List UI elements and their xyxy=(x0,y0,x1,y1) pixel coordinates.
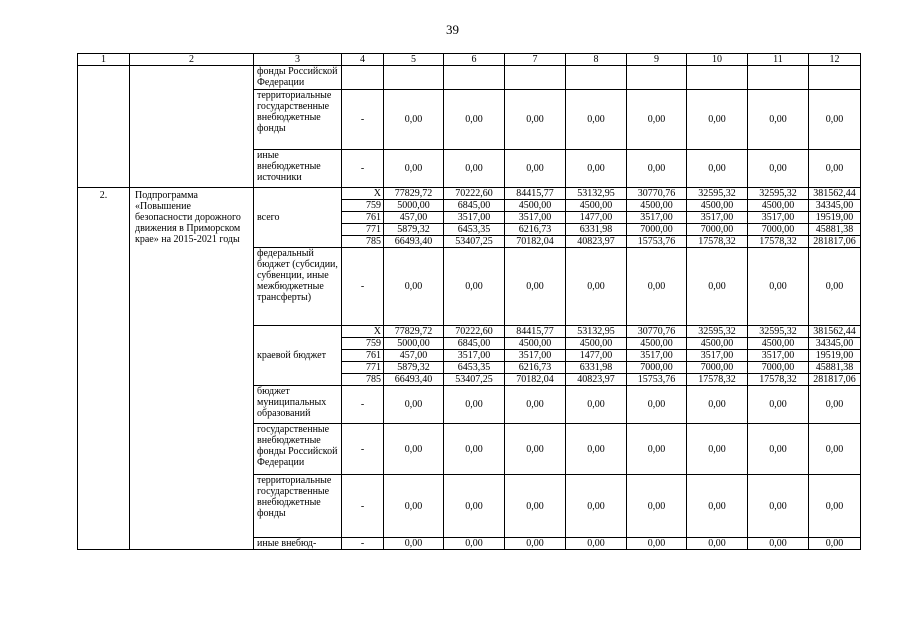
value-cell: 84415,77 xyxy=(505,326,566,338)
value-cell: 7000,00 xyxy=(748,362,809,374)
column-number: 12 xyxy=(809,54,861,66)
value-cell: 84415,77 xyxy=(505,188,566,200)
value-cell: 0,00 xyxy=(627,538,687,550)
budget-code-cell: 761 xyxy=(342,350,384,362)
value-cell: 0,00 xyxy=(384,150,444,188)
source-label: иные внебюд- xyxy=(254,538,342,550)
value-cell: 70182,04 xyxy=(505,236,566,248)
column-number: 6 xyxy=(444,54,505,66)
value-cell: 0,00 xyxy=(566,90,627,150)
value-cell: 53407,25 xyxy=(444,236,505,248)
value-cell: 7000,00 xyxy=(687,362,748,374)
budget-code-cell: X xyxy=(342,326,384,338)
empty-cell xyxy=(809,66,861,90)
value-cell: 0,00 xyxy=(566,424,627,475)
value-cell: 457,00 xyxy=(384,350,444,362)
value-cell: 7000,00 xyxy=(627,224,687,236)
value-cell: 0,00 xyxy=(566,475,627,538)
value-cell: 7000,00 xyxy=(687,224,748,236)
value-cell: 0,00 xyxy=(687,475,748,538)
value-cell: 19519,00 xyxy=(809,350,861,362)
budget-code-cell: 759 xyxy=(342,200,384,212)
value-cell: 3517,00 xyxy=(505,350,566,362)
value-cell: 3517,00 xyxy=(444,212,505,224)
value-cell: 0,00 xyxy=(748,386,809,424)
empty-cell xyxy=(748,66,809,90)
value-cell: 0,00 xyxy=(384,475,444,538)
value-cell: 0,00 xyxy=(687,150,748,188)
table-row xyxy=(78,188,861,200)
value-cell: 0,00 xyxy=(384,90,444,150)
value-cell: 4500,00 xyxy=(687,200,748,212)
empty-cell xyxy=(384,66,444,90)
value-cell: 30770,76 xyxy=(627,326,687,338)
value-cell: 17578,32 xyxy=(748,374,809,386)
regional-budget-label: краевой бюджет xyxy=(254,326,342,386)
budget-code-cell: 759 xyxy=(342,338,384,350)
value-cell: 0,00 xyxy=(627,424,687,475)
value-cell: 381562,44 xyxy=(809,188,861,200)
dash-cell: - xyxy=(342,90,384,150)
value-cell: 3517,00 xyxy=(627,350,687,362)
value-cell: 0,00 xyxy=(627,386,687,424)
value-cell: 0,00 xyxy=(809,386,861,424)
value-cell: 4500,00 xyxy=(505,200,566,212)
budget-code-cell: 771 xyxy=(342,362,384,374)
page-number: 39 xyxy=(446,22,459,37)
value-cell: 0,00 xyxy=(627,475,687,538)
value-cell: 281817,06 xyxy=(809,236,861,248)
value-cell: 3517,00 xyxy=(687,212,748,224)
value-cell: 70222,60 xyxy=(444,188,505,200)
dash-cell: - xyxy=(342,150,384,188)
value-cell: 70182,04 xyxy=(505,374,566,386)
value-cell: 0,00 xyxy=(444,538,505,550)
value-cell: 0,00 xyxy=(748,150,809,188)
value-cell: 45881,38 xyxy=(809,224,861,236)
source-label: бюджет муниципальных образований xyxy=(254,386,342,424)
budget-code-cell: 761 xyxy=(342,212,384,224)
value-cell: 4500,00 xyxy=(505,338,566,350)
empty-cell xyxy=(627,66,687,90)
budget-code-cell: 785 xyxy=(342,374,384,386)
value-cell: 0,00 xyxy=(505,90,566,150)
value-cell: 0,00 xyxy=(444,248,505,326)
value-cell: 3517,00 xyxy=(444,350,505,362)
value-cell: 0,00 xyxy=(748,475,809,538)
value-cell: 53407,25 xyxy=(444,374,505,386)
value-cell: 66493,40 xyxy=(384,236,444,248)
value-cell: 0,00 xyxy=(566,386,627,424)
value-cell: 77829,72 xyxy=(384,326,444,338)
value-cell: 0,00 xyxy=(809,90,861,150)
value-cell: 0,00 xyxy=(505,538,566,550)
value-cell: 0,00 xyxy=(809,150,861,188)
value-cell: 0,00 xyxy=(627,248,687,326)
value-cell: 0,00 xyxy=(627,150,687,188)
dash-cell: - xyxy=(342,475,384,538)
budget-code-cell: 771 xyxy=(342,224,384,236)
value-cell: 3517,00 xyxy=(505,212,566,224)
value-cell: 0,00 xyxy=(687,90,748,150)
value-cell: 70222,60 xyxy=(444,326,505,338)
value-cell: 5000,00 xyxy=(384,338,444,350)
value-cell: 0,00 xyxy=(384,248,444,326)
value-cell: 0,00 xyxy=(505,475,566,538)
value-cell: 0,00 xyxy=(444,424,505,475)
value-cell: 6216,73 xyxy=(505,224,566,236)
source-label: территориальные государственные внебюджетные фонды xyxy=(254,90,342,150)
value-cell: 6331,98 xyxy=(566,224,627,236)
value-cell: 32595,32 xyxy=(748,188,809,200)
value-cell: 4500,00 xyxy=(566,200,627,212)
value-cell: 4500,00 xyxy=(748,338,809,350)
budget-code-cell: X xyxy=(342,188,384,200)
value-cell: 6331,98 xyxy=(566,362,627,374)
value-cell: 381562,44 xyxy=(809,326,861,338)
value-cell: 17578,32 xyxy=(687,374,748,386)
column-number: 2 xyxy=(130,54,254,66)
value-cell: 3517,00 xyxy=(748,212,809,224)
value-cell: 457,00 xyxy=(384,212,444,224)
value-cell: 53132,95 xyxy=(566,326,627,338)
dash-cell: - xyxy=(342,248,384,326)
value-cell: 15753,76 xyxy=(627,236,687,248)
value-cell: 4500,00 xyxy=(566,338,627,350)
dash-cell: - xyxy=(342,424,384,475)
value-cell: 0,00 xyxy=(384,386,444,424)
value-cell: 15753,76 xyxy=(627,374,687,386)
value-cell: 19519,00 xyxy=(809,212,861,224)
value-cell: 0,00 xyxy=(687,424,748,475)
value-cell: 6216,73 xyxy=(505,362,566,374)
value-cell: 0,00 xyxy=(627,90,687,150)
budget-table xyxy=(77,53,861,550)
source-label: фонды Российской Федерации xyxy=(254,66,342,90)
column-number: 3 xyxy=(254,54,342,66)
value-cell: 0,00 xyxy=(566,150,627,188)
value-cell: 30770,76 xyxy=(627,188,687,200)
empty-cell xyxy=(505,66,566,90)
value-cell: 4500,00 xyxy=(687,338,748,350)
value-cell: 45881,38 xyxy=(809,362,861,374)
value-cell: 0,00 xyxy=(748,90,809,150)
value-cell: 5879,32 xyxy=(384,224,444,236)
value-cell: 0,00 xyxy=(444,90,505,150)
column-number: 10 xyxy=(687,54,748,66)
empty-cell xyxy=(444,66,505,90)
total-label: всего xyxy=(254,188,342,248)
column-number: 11 xyxy=(748,54,809,66)
value-cell: 34345,00 xyxy=(809,338,861,350)
value-cell: 0,00 xyxy=(748,424,809,475)
value-cell: 40823,97 xyxy=(566,236,627,248)
value-cell: 6845,00 xyxy=(444,200,505,212)
column-number: 4 xyxy=(342,54,384,66)
value-cell: 3517,00 xyxy=(627,212,687,224)
value-cell: 53132,95 xyxy=(566,188,627,200)
value-cell: 77829,72 xyxy=(384,188,444,200)
value-cell: 0,00 xyxy=(384,538,444,550)
budget-code-cell: 785 xyxy=(342,236,384,248)
value-cell: 0,00 xyxy=(748,538,809,550)
value-cell: 4500,00 xyxy=(748,200,809,212)
value-cell: 17578,32 xyxy=(687,236,748,248)
value-cell: 1477,00 xyxy=(566,350,627,362)
value-cell: 3517,00 xyxy=(687,350,748,362)
source-label: федеральный бюджет (субсидии, субвенции, иные межбюджетные трансферты) xyxy=(254,248,342,326)
value-cell: 7000,00 xyxy=(748,224,809,236)
column-number: 9 xyxy=(627,54,687,66)
value-cell: 0,00 xyxy=(566,248,627,326)
dash-cell: - xyxy=(342,386,384,424)
value-cell: 281817,06 xyxy=(809,374,861,386)
value-cell: 0,00 xyxy=(566,538,627,550)
value-cell: 0,00 xyxy=(444,386,505,424)
column-number: 5 xyxy=(384,54,444,66)
value-cell: 0,00 xyxy=(809,424,861,475)
value-cell: 5879,32 xyxy=(384,362,444,374)
value-cell: 0,00 xyxy=(809,475,861,538)
column-number-row xyxy=(78,54,861,66)
value-cell: 0,00 xyxy=(809,538,861,550)
value-cell: 0,00 xyxy=(687,386,748,424)
column-number: 7 xyxy=(505,54,566,66)
value-cell: 0,00 xyxy=(687,538,748,550)
value-cell: 32595,32 xyxy=(748,326,809,338)
dash-cell: - xyxy=(342,538,384,550)
column-number: 8 xyxy=(566,54,627,66)
empty-cell xyxy=(566,66,627,90)
value-cell: 32595,32 xyxy=(687,326,748,338)
value-cell: 4500,00 xyxy=(627,338,687,350)
table-row xyxy=(78,66,861,90)
program-number: 2. xyxy=(78,188,130,550)
value-cell: 0,00 xyxy=(687,248,748,326)
column-number: 1 xyxy=(78,54,130,66)
value-cell: 34345,00 xyxy=(809,200,861,212)
value-cell: 3517,00 xyxy=(748,350,809,362)
value-cell: 0,00 xyxy=(505,150,566,188)
value-cell: 5000,00 xyxy=(384,200,444,212)
value-cell: 0,00 xyxy=(505,424,566,475)
value-cell: 6453,35 xyxy=(444,224,505,236)
value-cell: 0,00 xyxy=(444,150,505,188)
value-cell: 0,00 xyxy=(809,248,861,326)
value-cell: 66493,40 xyxy=(384,374,444,386)
value-cell: 40823,97 xyxy=(566,374,627,386)
prev-section-name-cell xyxy=(130,66,254,188)
value-cell: 6845,00 xyxy=(444,338,505,350)
value-cell: 0,00 xyxy=(505,386,566,424)
source-label: территориальные государственные внебюджетные фонды xyxy=(254,475,342,538)
value-cell: 6453,35 xyxy=(444,362,505,374)
value-cell: 1477,00 xyxy=(566,212,627,224)
value-cell: 0,00 xyxy=(384,424,444,475)
prev-section-number-cell xyxy=(78,66,130,188)
value-cell: 32595,32 xyxy=(687,188,748,200)
value-cell: 7000,00 xyxy=(627,362,687,374)
empty-cell xyxy=(687,66,748,90)
value-cell: 17578,32 xyxy=(748,236,809,248)
program-name: Подпрограмма «Повышение безопасности дорожного движения в Приморском крае» на 2015-2021 годы xyxy=(130,188,254,550)
value-cell: 0,00 xyxy=(444,475,505,538)
empty-cell xyxy=(342,66,384,90)
source-label: иные внебюджетные источники xyxy=(254,150,342,188)
value-cell: 0,00 xyxy=(748,248,809,326)
value-cell: 0,00 xyxy=(505,248,566,326)
source-label: государственные внебюджетные фонды Российской Федерации xyxy=(254,424,342,475)
value-cell: 4500,00 xyxy=(627,200,687,212)
